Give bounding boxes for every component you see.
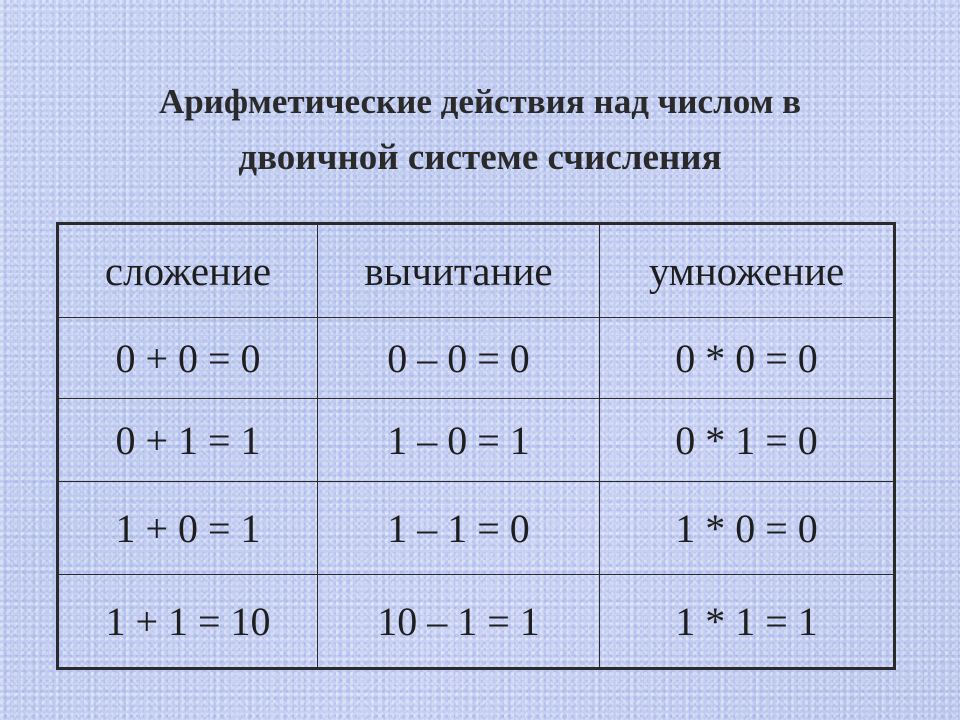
table-cell: 1 + 1 = 10: [58, 575, 318, 669]
table-row: [58, 575, 895, 669]
table-header-row: [58, 224, 895, 318]
table-cell: 0 * 1 = 0: [600, 399, 895, 482]
page-title: [0, 74, 960, 186]
table-cell: 1 * 0 = 0: [600, 482, 895, 575]
header-addition: сложение: [58, 224, 318, 318]
table-row: [58, 399, 895, 482]
table-cell: 1 – 0 = 1: [318, 399, 600, 482]
binary-operations-table: [56, 222, 896, 670]
header-subtraction: вычитание: [318, 224, 600, 318]
table-cell: 0 * 0 = 0: [600, 318, 895, 399]
title-line-2: двоичной системе счисления: [238, 137, 722, 178]
table-row: [58, 482, 895, 575]
title-line-1: Арифметические действия над числом в: [158, 82, 802, 121]
table-cell: 10 – 1 = 1: [318, 575, 600, 669]
table-cell: 0 – 0 = 0: [318, 318, 600, 399]
table-cell: 1 * 1 = 1: [600, 575, 895, 669]
table-cell: 1 – 1 = 0: [318, 482, 600, 575]
table-cell: 1 + 0 = 1: [58, 482, 318, 575]
header-multiplication: умножение: [600, 224, 895, 318]
table-cell: 0 + 0 = 0: [58, 318, 318, 399]
table-cell: 0 + 1 = 1: [58, 399, 318, 482]
table-row: [58, 318, 895, 399]
